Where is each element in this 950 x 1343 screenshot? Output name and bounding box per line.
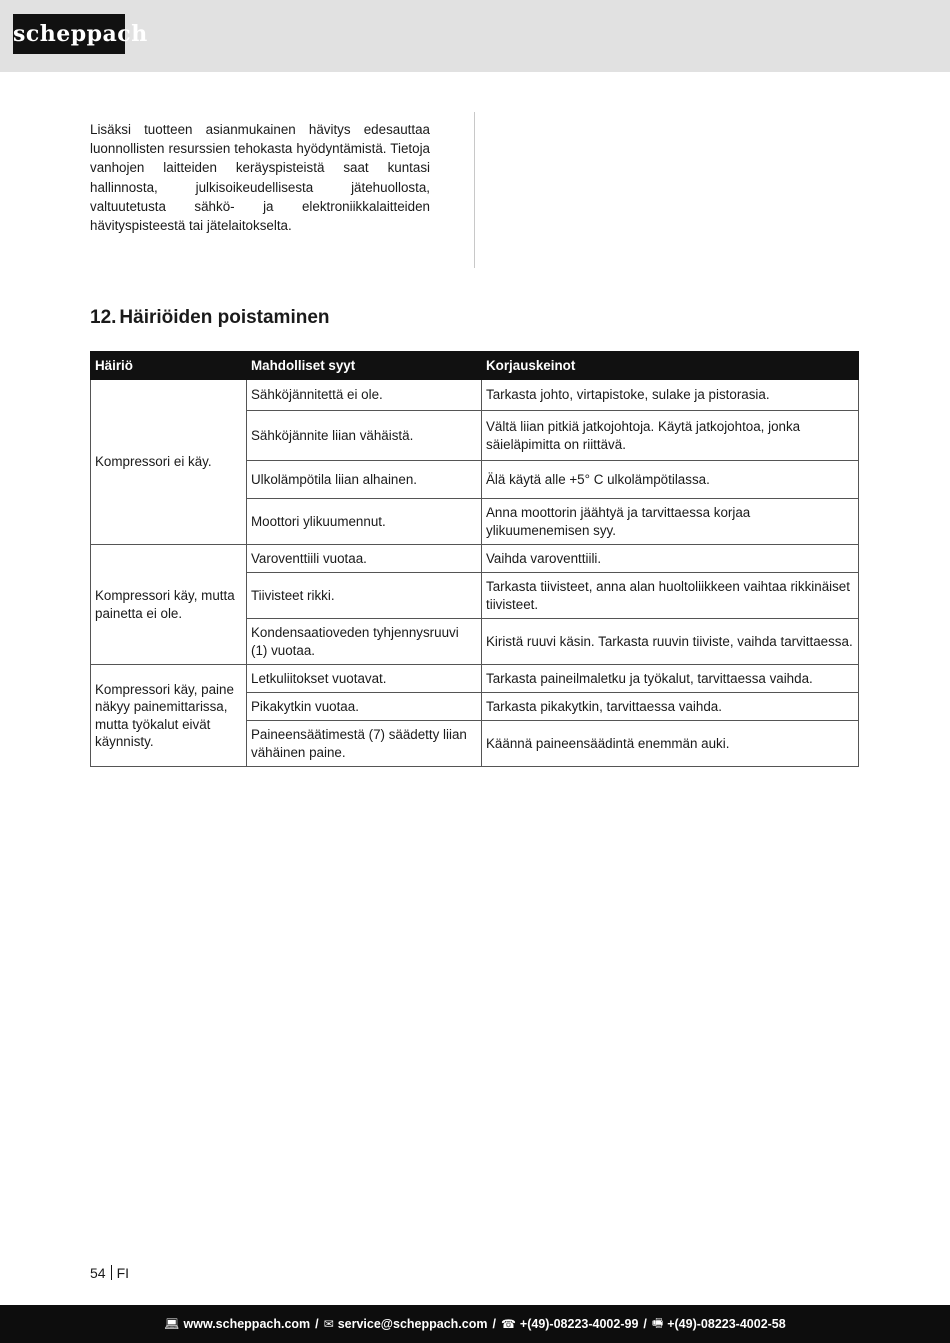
contact-bar <box>0 1305 950 1343</box>
separator: / <box>492 1317 496 1331</box>
section-title-text: Häiriöiden poistaminen <box>119 307 330 328</box>
remedy-cell: Tarkasta tiivisteet, anna alan huoltoliikkeen vaihtaa rikkinäiset tiivisteet. <box>482 573 859 619</box>
cause-cell: Sähköjännitettä ei ole. <box>247 380 482 411</box>
remedy-cell: Käännä paineensäädintä enemmän auki. <box>482 721 859 767</box>
phone-icon: ☎︎ <box>500 1317 516 1331</box>
header-band <box>0 0 950 72</box>
table-row <box>91 665 859 693</box>
scheppach-logo: scheppach <box>13 14 125 54</box>
cause-cell: Pikakytkin vuotaa. <box>247 693 482 721</box>
cause-cell: Ulkolämpötila liian alhainen. <box>247 461 482 499</box>
cause-cell: Varoventtiili vuotaa. <box>247 545 482 573</box>
cause-cell: Kondensaatioveden tyhjennysruuvi (1) vuotaa. <box>247 619 482 665</box>
remedy-cell: Tarkasta johto, virtapistoke, sulake ja pistorasia. <box>482 380 859 411</box>
remedy-cell: Anna moottorin jäähtyä ja tarvittaessa korjaa ylikuumenemisen syy. <box>482 499 859 545</box>
remedy-cell: Kiristä ruuvi käsin. Tarkasta ruuvin tiiviste, vaihda tarvittaessa. <box>482 619 859 665</box>
remedy-cell: Vältä liian pitkiä jatkojohtoja. Käytä jatkojohtoa, jonka säieläpimitta on riittävä. <box>482 411 859 461</box>
table-header-row <box>91 352 859 380</box>
page-separator <box>111 1265 112 1280</box>
page-number: 54 <box>90 1265 106 1281</box>
fax-number: +(49)-08223-4002-58 <box>667 1317 786 1331</box>
table-row <box>91 380 859 411</box>
language-code: FI <box>116 1265 130 1281</box>
column-divider <box>474 112 475 268</box>
header-causes: Mahdolliset syyt <box>247 352 482 380</box>
table-row <box>91 545 859 573</box>
remedy-cell: Tarkasta paineilmaletku ja työkalut, tarvittaessa vaihda. <box>482 665 859 693</box>
cause-cell: Sähköjännite liian vähäistä. <box>247 411 482 461</box>
fault-cell: Kompressori ei käy. <box>91 380 247 545</box>
cause-cell: Tiivisteet rikki. <box>247 573 482 619</box>
troubleshooting-table <box>90 351 859 767</box>
disposal-paragraph: Lisäksi tuotteen asianmukainen hävitys edesauttaa luonnollisten resurssien tehokasta hyödyntämistä. Tietoja vanhojen laitteiden keräyspisteistä saat kuntasi hallinnosta, julkisoikeudellisesta jätehuollosta, valtuutetusta sähkö- ja elektroniikkalaitteiden hävityspisteestä tai jätelaitokselta. <box>90 122 430 234</box>
section-number: 12. <box>90 307 117 328</box>
separator: / <box>643 1317 647 1331</box>
fax-icon: 🖷︎ <box>651 1315 664 1330</box>
website-link[interactable]: www.scheppach.com <box>183 1317 311 1331</box>
cause-cell: Moottori ylikuumennut. <box>247 499 482 545</box>
remedy-cell: Vaihda varoventtiili. <box>482 545 859 573</box>
fault-cell: Kompressori käy, mutta painetta ei ole. <box>91 545 247 665</box>
fault-cell: Kompressori käy, paine näkyy painemittarissa, mutta työkalut eivät käynnisty. <box>91 665 247 767</box>
computer-icon: 💻︎ <box>164 1317 180 1331</box>
mail-icon: ✉︎ <box>323 1317 334 1331</box>
phone-number: +(49)-08223-4002-99 <box>519 1317 639 1331</box>
remedy-cell: Älä käytä alle +5° C ulkolämpötilassa. <box>482 461 859 499</box>
header-fault: Häiriö <box>91 352 247 380</box>
separator: / <box>315 1317 319 1331</box>
section-title <box>90 307 330 329</box>
cause-cell: Letkuliitokset vuotavat. <box>247 665 482 693</box>
email-link[interactable]: service@scheppach.com <box>337 1317 488 1331</box>
header-remedies: Korjauskeinot <box>482 352 859 380</box>
remedy-cell: Tarkasta pikakytkin, tarvittaessa vaihda. <box>482 693 859 721</box>
cause-cell: Paineensäätimestä (7) säädetty liian vähäinen paine. <box>247 721 482 767</box>
page-footer-number <box>90 1265 129 1281</box>
